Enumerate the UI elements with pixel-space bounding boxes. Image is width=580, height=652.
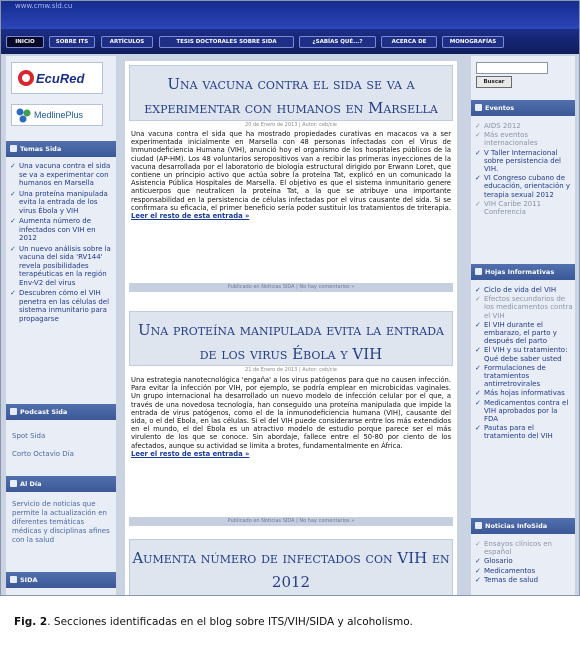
post-meta: 20 de Enero de 2013 | Autor: ceb/cie [245,122,337,128]
podcast-sida-header [6,404,116,420]
right-sidebar [471,56,575,596]
nav-inicio[interactable]: INICIO [6,36,44,48]
main-nav [1,29,580,54]
search-input[interactable] [476,62,548,74]
rss-icon [475,104,482,111]
nav-monografias[interactable]: MONOGRAFÍAS [442,36,504,48]
infosida-item[interactable]: ✓ Ensayos clínicos en español [475,540,573,556]
ecured-logo[interactable] [11,62,103,94]
nav-sabias-que[interactable]: ¿SABÍAS QUÉ...? [299,36,376,48]
hojas-item[interactable]: ✓ Formulaciones de tratamientos antirretrovirales [475,364,573,389]
post-footer[interactable]: Publicado en Noticias SIDA | No hay comentarios » [129,517,453,526]
hojas-item[interactable]: ✓ Más hojas informativas [475,389,573,397]
podcast-spot-sida[interactable]: Spot Sida [12,432,46,440]
eventos-item[interactable]: ✓ VIH Caribe 2011 Conferencia [475,200,573,216]
temas-sida-header [6,141,116,157]
rss-icon [475,522,482,529]
al-dia-title: Al Día [20,480,42,488]
eventos-item[interactable]: ✓ Más eventos internacionales [475,131,573,147]
rss-icon [10,145,17,152]
nav-acerca-de[interactable]: ACERCA DE [381,36,437,48]
eventos-item[interactable]: ✓ AIDS 2012 [475,122,573,130]
post-title[interactable]: Aumenta número de infectados con VIH en 2012 [129,539,453,596]
figure-label: Fig. 2 [14,616,48,628]
site-header [1,1,580,29]
infosida-item[interactable]: ✓ Temas de salud [475,576,573,584]
infosida-item[interactable]: ✓ Medicamentos [475,567,573,575]
search-button[interactable]: Buscar [476,76,512,88]
main-content [125,61,457,596]
podcast-sida-title: Podcast Sida [20,408,68,416]
temas-sida-title: Temas Sida [20,145,62,153]
post-text: Una estrategia nanotecnológica 'engaña' a los virus patógenos para que no causen infección. Para evitar la infección por VIH, por ejemplo, se podría emplear en microbicidas vaginales. Un grupo internacional ha desarrollado un nuevo modelo de infección celular por el que, a través de una novedosa tecnología, han conseguido una proteína manipulada que impide la entrada de virus patógenos, como el de la inmunodeficiencia humana (VIH), causante del sida, o el del Ébola, en las células. Si el del VIH puede considerarse entre los más extendidos en el mundo, el del Ébola es un atractivo modelo de estudio porque parece ser el más virulento de los que se conoce. Sin abordaje, fallece entre el 50-80 por ciento de los afectados, aunque su actividad se limita a brotes, fundamentalmente en África. [131,376,451,450]
al-dia-header [6,476,116,492]
read-more-link[interactable]: Leer el resto de esta entrada » [131,449,250,458]
hojas-header [471,264,575,280]
sida-header [6,572,116,588]
eventos-item[interactable]: ✓ V Taller Internacional sobre persistencia del VIH. [475,149,573,174]
hojas-item[interactable]: ✓ El VIH durante el embarazo, el parto y después del parto [475,321,573,346]
infosida-list [475,540,573,585]
post-meta: 21 de Enero de 2013 | Autor: ceb/cie [245,367,337,373]
eventos-list [475,122,573,217]
hojas-list [475,286,573,442]
temas-item[interactable]: ✓ Una proteína manipulada evita la entrada de los virus Ébola y VIH [10,190,114,216]
temas-item[interactable]: ✓ Una vacuna contra el sida se va a experimentar con humanos en Marsella [10,162,114,188]
nav-sobre-its[interactable]: SOBRE ITS [49,36,95,48]
ecured-label: EcuRed [36,71,85,86]
nav-tesis[interactable]: TESIS DOCTORALES SOBRE SIDA [159,36,294,48]
hojas-item[interactable]: ✓ Ciclo de vida del VIH [475,286,573,294]
hojas-item[interactable]: ✓ Efectos secundarios de los medicamentos contra el VIH [475,295,573,320]
read-more-link[interactable]: Leer el resto de esta entrada » [131,212,250,221]
temas-item[interactable]: ✓ Un nuevo análisis sobre la vacuna del sida 'RV144' revela posibilidades terapéuticas en la región Env-V2 del virus [10,245,114,288]
nav-articulos[interactable]: ARTÍCULOS [101,36,153,48]
left-sidebar [6,56,116,596]
infosida-title: Noticias InfoSida [485,522,548,530]
medline-label: MedlinePlus [34,110,84,120]
rss-icon [475,268,482,275]
rss-icon [10,576,17,583]
infosida-item[interactable]: ✓ Glosario [475,557,573,565]
eventos-item[interactable]: ✓ VI Congreso cubano de educación, orientación y terapia sexual 2012 [475,174,573,199]
site-url: www.cmw.sld.cu [15,2,73,10]
figure-caption [14,616,413,628]
post-footer[interactable]: Publicado en Noticias SIDA | No hay comentarios » [129,283,453,292]
post-title[interactable]: Una vacuna contra el sida se va a experimentar con humanos en Marsella [129,65,453,121]
rss-icon [10,408,17,415]
sida-title: SIDA [20,576,38,584]
al-dia-text: Servicio de noticias que permite la actualización en diferentes temáticas médicas y disciplinas afines con la salud [12,500,110,544]
podcast-corto[interactable]: Corto Octavio Día [12,450,74,458]
hojas-item[interactable]: ✓ Pautas para el tratamiento del VIH [475,424,573,440]
hojas-item[interactable]: ✓ El VIH y su tratamiento: Qué debe saber usted [475,346,573,362]
hojas-title: Hojas Informativas [485,268,555,276]
temas-item[interactable]: ✓ Descubren cómo el VIH penetra en las células del sistema inmunitario para propagarse [10,289,114,323]
post-text: Una vacuna contra el sida que ha mostrado propiedades curativas en macacos va a ser experimentada inicialmente en Marsella con 48 personas infectadas con el Virus de Inmunodeficiencia Humana (VIH), anunció hoy el organismo de los hospitales públicos de la ciudad (AP-HM). Los 48 voluntarios seropositivos van a recibir las primeras inyecciones de la vacuna desarrollada por el laboratorio de biología estructural dirigido por Erwann Loret, que contiene un principio activo que actúa sobre la proteína Tat, explicó en un comunicado la Asistencia Pública Hospitales de Marsella. El objetivo es que el sistema inmunitario genere anticuerpos que neutralicen la proteína Tat, a la que se atribuye una importante responsabilidad en la persistencia de células infectadas por el virus causante del sida. Si se confirmara su eficacia, el primer beneficio sería poder sustituir los tratamientos de triterapia. [131,130,451,212]
medlineplus-logo[interactable] [11,104,103,126]
medline-icon [15,107,33,125]
post-body [131,376,451,458]
temas-item[interactable]: ✓ Aumenta número de infectados con VIH en 2012 [10,217,114,243]
infosida-header [471,518,575,534]
temas-sida-list [10,162,114,325]
caption-text: . Secciones identificadas en el blog sobre ITS/VIH/SIDA y alcoholismo. [47,616,413,628]
eventos-title: Eventos [485,104,515,112]
post-body [131,130,451,220]
post-title[interactable]: Una proteína manipulada evita la entrada de los virus Ébola y VIH [129,311,453,366]
eventos-header [471,100,575,116]
hojas-item[interactable]: ✓ Medicamentos contra el VIH aprobados por la FDA [475,399,573,424]
rss-icon [10,480,17,487]
